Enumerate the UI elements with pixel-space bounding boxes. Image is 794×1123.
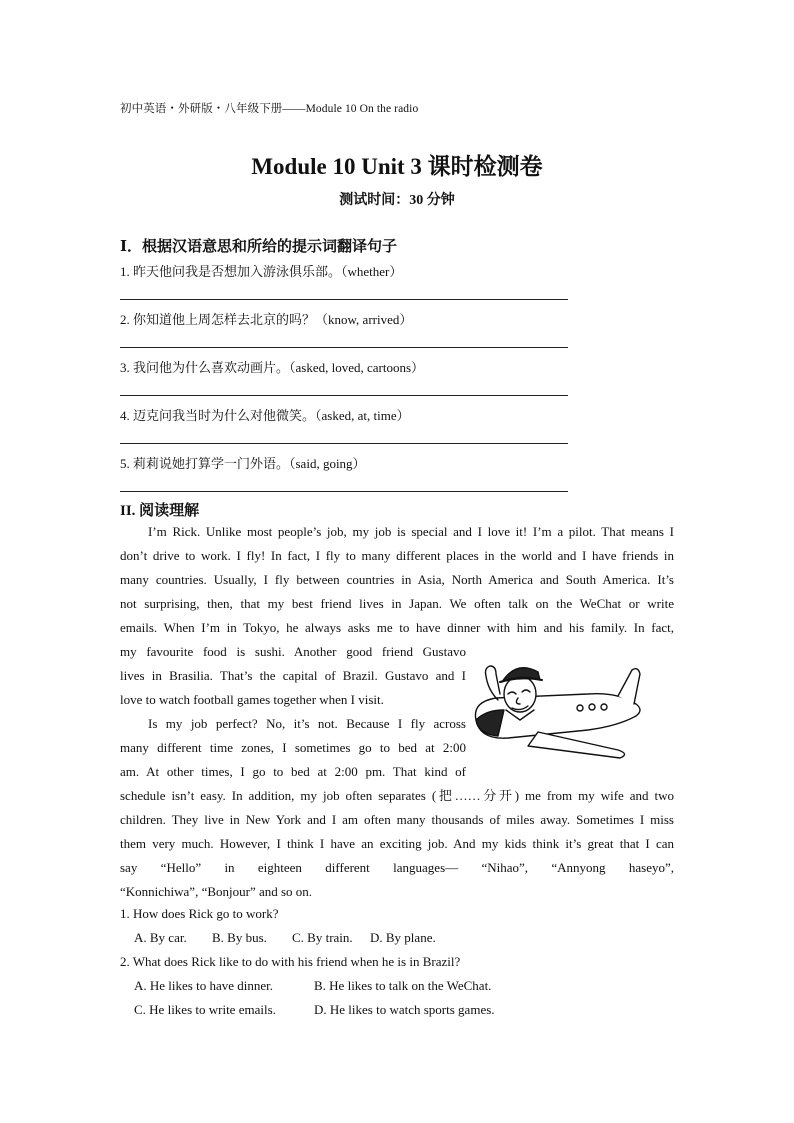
- reading-paragraph-2: [120, 784, 674, 904]
- translation-item: 5. 莉莉说她打算学一门外语。（said, going）: [120, 456, 366, 471]
- page-subtitle: 测试时间：30 分钟: [339, 193, 455, 208]
- translation-item: 3. 我问他为什么喜欢动画片。（asked, loved, cartoons）: [120, 360, 425, 375]
- answer-line: [120, 347, 568, 348]
- question-2: 2. What does Rick like to do with his friend when he is in Brazil?: [120, 954, 461, 969]
- paragraph-line: children. They live in New York and I am often many thousands of miles away. Sometimes I miss: [120, 812, 674, 827]
- page-title: Module 10 Unit 3 课时检测卷: [251, 154, 543, 179]
- question-2-option-a: A. He likes to have dinner.: [134, 978, 273, 993]
- paragraph-line: Is my job perfect? No, it’s not. Because I fly across: [148, 716, 466, 731]
- question-1-option-d: D. By plane.: [370, 930, 436, 945]
- paragraph-line: many different time zones, I sometimes go to bed at 2:00: [120, 740, 466, 755]
- answer-line: [120, 443, 568, 444]
- question-1-option-c: C. By train.: [292, 930, 353, 945]
- translation-item: 1. 昨天他问我是否想加入游泳俱乐部。（whether）: [120, 264, 403, 279]
- paragraph-line: “Konnichiwa”, “Bonjour” and so on.: [120, 884, 313, 899]
- section-2-heading: II. 阅读理解: [120, 503, 200, 519]
- paragraph-line: say “Hello” in eighteen different languages— “Nihao”, “Annyong haseyo”,: [120, 860, 674, 875]
- reading-paragraph-2-wrap: [120, 712, 466, 784]
- cartoon-pilot-airplane-icon: [468, 650, 648, 778]
- paragraph-line: don’t drive to work. I fly! In fact, I fly to many different places in the world and I have friends in: [120, 548, 674, 563]
- reading-paragraph-1: [120, 520, 674, 640]
- reading-paragraph-1-wrap: [120, 640, 466, 712]
- question-1: 1. How does Rick go to work?: [120, 906, 279, 921]
- answer-line: [120, 395, 568, 396]
- paragraph-line: love to watch football games together when I visit.: [120, 692, 384, 707]
- answer-line: [120, 299, 568, 300]
- paragraph-line: emails. When I’m in Tokyo, he always asks me to have dinner with him and his family. In fact,: [120, 620, 674, 635]
- section-1-heading: Ⅰ．根据汉语意思和所给的提示词翻译句子: [120, 239, 398, 255]
- translation-item: 2. 你知道他上周怎样去北京的吗？（know, arrived）: [120, 312, 413, 327]
- translation-item: 4. 迈克问我当时为什么对他微笑。（asked, at, time）: [120, 408, 410, 423]
- paragraph-line: schedule isn’t easy. In addition, my job often separates (把……分开) me from my wife and two: [120, 788, 674, 803]
- question-1-option-a: A. By car.: [134, 930, 187, 945]
- question-2-option-d: D. He likes to watch sports games.: [314, 1002, 495, 1017]
- paragraph-line: I’m Rick. Unlike most people’s job, my job is special and I love it! I’m a pilot. That means I: [148, 524, 674, 539]
- paragraph-line: them very much. However, I think I have an exciting job. And my kids think it’s great that I can: [120, 836, 674, 851]
- paragraph-line: my favourite food is sushi. Another good friend Gustavo: [120, 644, 466, 659]
- page-header: 初中英语・外研版・八年级下册——Module 10 On the radio: [120, 103, 419, 115]
- paragraph-line: not surprising, then, that my best friend lives in Japan. We often talk on the WeChat or write: [120, 596, 674, 611]
- paragraph-line: many countries. Usually, I fly between countries in Asia, North America and South America. It’s: [120, 572, 674, 587]
- question-1-option-b: B. By bus.: [212, 930, 267, 945]
- paragraph-line: lives in Brasilia. That’s the capital of Brazil. Gustavo and I: [120, 668, 466, 683]
- paragraph-line: am. At other times, I go to bed at 2:00 pm. That kind of: [120, 764, 466, 779]
- question-2-option-c: C. He likes to write emails.: [134, 1002, 276, 1017]
- question-2-option-b: B. He likes to talk on the WeChat.: [314, 978, 492, 993]
- answer-line: [120, 491, 568, 492]
